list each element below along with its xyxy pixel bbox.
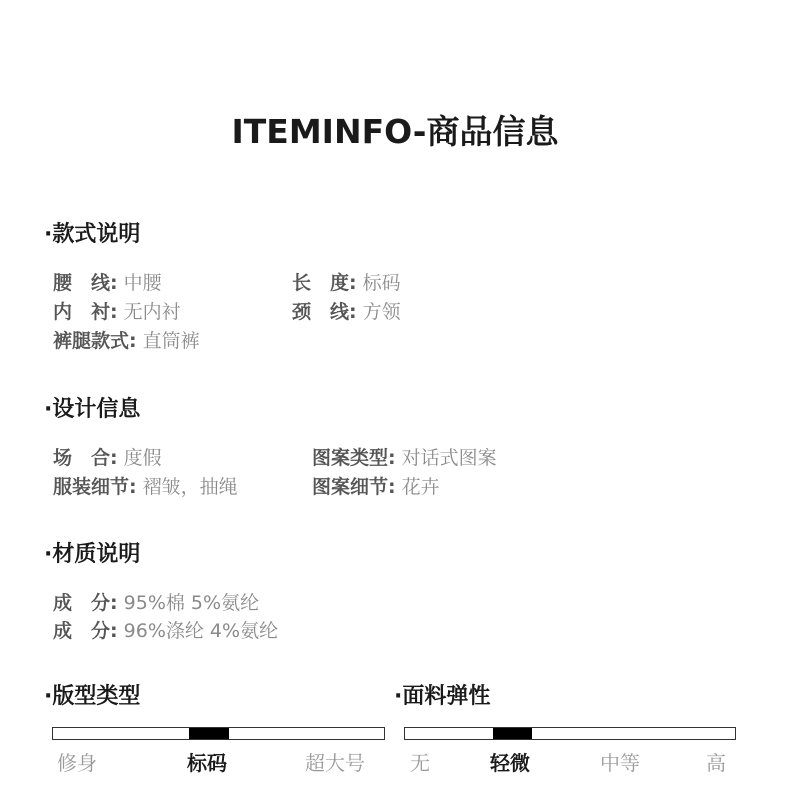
elasticity-section-heading: ·面料弹性 xyxy=(394,684,491,709)
composition-field xyxy=(53,618,278,644)
length-field xyxy=(292,270,401,296)
fit-scale-bar xyxy=(52,727,385,740)
design-section-heading: ·设计信息 xyxy=(44,397,141,422)
fit-option-regular: 标码 xyxy=(187,751,227,775)
fit-section-heading: ·版型类型 xyxy=(44,684,141,709)
field-label: 裤腿款式: xyxy=(53,330,137,352)
elasticity-option-medium: 中等 xyxy=(600,751,640,775)
field-label: 腰 线: xyxy=(53,272,118,294)
page-title: ITEMINFO-商品信息 xyxy=(231,112,559,151)
field-value: 方领 xyxy=(362,301,401,323)
field-label: 图案类型: xyxy=(312,447,396,469)
leg-style-field xyxy=(53,328,200,354)
field-value: 95%棉 5%氨纶 xyxy=(123,592,260,614)
field-value: 对话式图案 xyxy=(401,447,497,469)
elasticity-option-slight: 轻微 xyxy=(490,751,530,775)
field-value: 标码 xyxy=(362,272,401,294)
field-value: 直筒裤 xyxy=(142,330,200,352)
waistline-field xyxy=(53,270,162,296)
material-section-heading: ·材质说明 xyxy=(44,542,141,567)
field-label: 长 度: xyxy=(292,272,357,294)
field-label: 内 衬: xyxy=(53,301,118,323)
pattern-type-field xyxy=(312,445,497,471)
field-value: 中腰 xyxy=(123,272,162,294)
fit-option-oversized: 超大号 xyxy=(305,751,365,775)
occasion-field xyxy=(53,445,162,471)
garment-details-field xyxy=(53,474,238,500)
elasticity-scale-indicator xyxy=(493,728,532,739)
fit-scale-indicator xyxy=(189,728,229,739)
field-label: 颈 线: xyxy=(292,301,357,323)
elasticity-scale-bar xyxy=(404,727,736,740)
field-label: 服装细节: xyxy=(53,476,137,498)
field-value: 无内衬 xyxy=(123,301,181,323)
field-value: 96%涤纶 4%氨纶 xyxy=(123,620,279,642)
lining-field xyxy=(53,299,181,325)
pattern-details-field xyxy=(312,474,440,500)
elasticity-option-high: 高 xyxy=(706,751,726,775)
elasticity-option-none: 无 xyxy=(410,751,430,775)
field-value: 褶皱，抽绳 xyxy=(142,476,238,498)
style-section-heading: ·款式说明 xyxy=(44,222,141,247)
field-value: 度假 xyxy=(123,447,162,469)
neckline-field xyxy=(292,299,401,325)
field-label: 图案细节: xyxy=(312,476,396,498)
composition-field xyxy=(53,590,259,616)
field-label: 成 分: xyxy=(53,592,118,614)
field-value: 花卉 xyxy=(401,476,440,498)
field-label: 成 分: xyxy=(53,620,118,642)
field-label: 场 合: xyxy=(53,447,118,469)
fit-option-slim: 修身 xyxy=(57,751,97,775)
